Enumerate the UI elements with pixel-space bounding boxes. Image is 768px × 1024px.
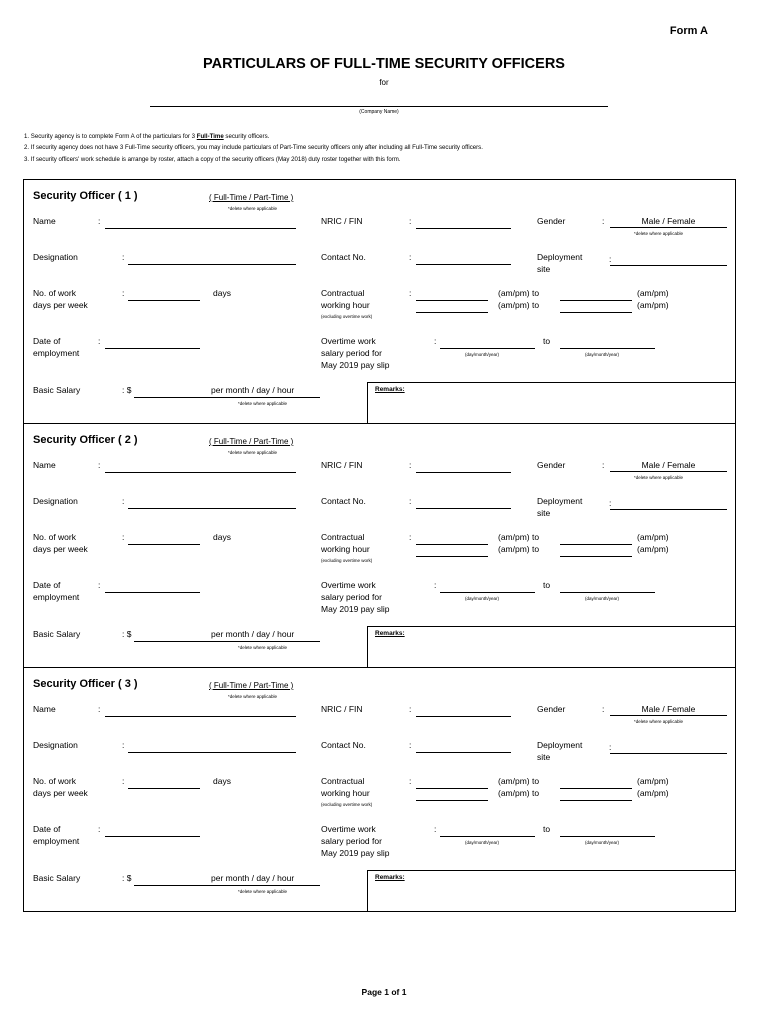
designation-label: Designation — [33, 740, 78, 750]
designation-field[interactable] — [128, 264, 296, 265]
overtime-from-field[interactable] — [440, 592, 535, 593]
excluding-overtime-note: (excluding overtime work) — [321, 314, 373, 319]
overtime-to-field[interactable] — [560, 348, 655, 349]
ampm-label: (am/pm) — [637, 544, 669, 554]
date-format-note: (day/month/year) — [465, 840, 500, 845]
basic-salary-field[interactable] — [134, 641, 320, 642]
work-start-field-1[interactable] — [416, 300, 488, 301]
colon: : — [434, 336, 437, 346]
ampm-label: (am/pm) — [637, 300, 669, 310]
remarks-box[interactable] — [367, 626, 736, 667]
colon: : — [602, 704, 605, 714]
overtime-period-label: Overtime work — [321, 336, 376, 346]
ampm-label: (am/pm) — [637, 776, 669, 786]
remarks-box[interactable] — [367, 382, 736, 423]
employment-date-label-2: employment — [33, 836, 80, 846]
ampm-to-label: (am/pm) to — [498, 288, 540, 298]
gender-label: Gender — [537, 216, 566, 226]
name-field[interactable] — [105, 716, 296, 717]
deployment-label-2: site — [537, 264, 551, 274]
delete-note: *delete where applicable — [238, 889, 288, 894]
ampm-label: (am/pm) — [637, 288, 669, 298]
company-name-caption: (Company Name) — [359, 109, 399, 115]
overtime-from-field[interactable] — [440, 348, 535, 349]
work-end-field-1[interactable] — [560, 788, 632, 789]
colon: : — [98, 704, 101, 714]
colon: : — [609, 742, 612, 752]
colon: : — [122, 740, 125, 750]
nric-label: NRIC / FIN — [321, 216, 363, 226]
deployment-field[interactable] — [610, 265, 727, 266]
for-text: for — [379, 78, 389, 87]
date-format-note: (day/month/year) — [465, 352, 500, 357]
deployment-label: Deployment — [537, 252, 583, 262]
basic-salary-field[interactable] — [134, 885, 320, 886]
basic-salary-label: Basic Salary — [33, 629, 81, 639]
company-name-field[interactable] — [150, 106, 608, 107]
basic-salary-field[interactable] — [134, 397, 320, 398]
colon: : — [409, 740, 412, 750]
deployment-label-2: site — [537, 752, 551, 762]
contact-field[interactable] — [416, 752, 511, 753]
remarks-box[interactable] — [367, 870, 736, 911]
deployment-label: Deployment — [537, 496, 583, 506]
deployment-field[interactable] — [610, 509, 727, 510]
work-start-field-2[interactable] — [416, 800, 488, 801]
overtime-to-field[interactable] — [560, 836, 655, 837]
nric-label: NRIC / FIN — [321, 704, 363, 714]
page-number: Page 1 of 1 — [361, 987, 407, 997]
contract-hour-label: Contractual — [321, 776, 365, 786]
contract-hour-label: Contractual — [321, 532, 365, 542]
ampm-to-label: (am/pm) to — [498, 532, 540, 542]
form-label: Form A — [669, 25, 708, 37]
contract-hour-label-2: working hour — [321, 300, 370, 310]
colon: : — [122, 532, 125, 542]
deployment-label: Deployment — [537, 740, 583, 750]
name-field[interactable] — [105, 472, 296, 473]
work-end-field-2[interactable] — [560, 312, 632, 313]
nric-field[interactable] — [416, 716, 511, 717]
officer-section-title: Security Officer ( 1 ) — [33, 190, 138, 202]
colon: : — [122, 288, 125, 298]
colon: : — [122, 776, 125, 786]
ampm-to-label: (am/pm) to — [498, 300, 540, 310]
ampm-label: (am/pm) — [637, 532, 669, 542]
work-days-field[interactable] — [128, 788, 200, 789]
instruction-3: 3. If security officers' work schedule is arrange by roster, attach a copy of the security officers (May 2018) duty roster together with this form. — [24, 156, 401, 163]
to-label: to — [543, 824, 551, 834]
date-format-note: (day/month/year) — [465, 596, 500, 601]
officer-section-1 — [23, 179, 736, 424]
ampm-to-label: (am/pm) to — [498, 788, 540, 798]
date-format-note: (day/month/year) — [585, 840, 620, 845]
overtime-period-label-2: salary period for — [321, 592, 382, 602]
instruction-2: 2. If security agency does not have 3 Full-Time security officers, you may include particulars of Part-Time security officers only after including all Full-Time security officers. — [24, 144, 483, 151]
name-field[interactable] — [105, 228, 296, 229]
officer-section-2 — [23, 423, 736, 668]
colon: : — [409, 496, 412, 506]
colon: : — [409, 776, 412, 786]
contact-label: Contact No. — [321, 740, 366, 750]
instruction-1: 1. Security agency is to complete Form A of the particulars for 3 Full-Time security officers. — [24, 133, 270, 140]
contract-hour-label: Contractual — [321, 288, 365, 298]
colon: : — [409, 216, 412, 226]
delete-note: *delete where applicable — [634, 475, 684, 480]
colon: : — [122, 252, 125, 262]
work-days-field[interactable] — [128, 544, 200, 545]
colon: : — [98, 336, 101, 346]
officer-section-title: Security Officer ( 3 ) — [33, 678, 138, 690]
nric-field[interactable] — [416, 228, 511, 229]
to-label: to — [543, 580, 551, 590]
basic-salary-label: Basic Salary — [33, 873, 81, 883]
gender-label: Gender — [537, 704, 566, 714]
gender-label: Gender — [537, 460, 566, 470]
employment-date-field[interactable] — [105, 836, 200, 837]
deployment-field[interactable] — [610, 753, 727, 754]
colon: : — [609, 254, 612, 264]
delete-note: *delete where applicable — [228, 206, 278, 211]
salary-unit-option[interactable]: per month / day / hour — [211, 385, 295, 395]
dollar-label: : $ — [122, 873, 132, 883]
delete-note: *delete where applicable — [238, 401, 288, 406]
employment-date-label: Date of — [33, 336, 61, 346]
gender-value[interactable]: Male / Female — [641, 460, 696, 470]
delete-note: *delete where applicable — [634, 719, 684, 724]
employment-type-option[interactable]: ( Full-Time / Part-Time ) — [209, 437, 294, 446]
page-title: PARTICULARS OF FULL-TIME SECURITY OFFICERS — [203, 56, 565, 72]
work-days-label: No. of work — [33, 288, 76, 298]
colon: : — [122, 496, 125, 506]
name-label: Name — [33, 460, 56, 470]
name-label: Name — [33, 704, 56, 714]
contact-field[interactable] — [416, 264, 511, 265]
employment-date-label: Date of — [33, 580, 61, 590]
colon: : — [409, 704, 412, 714]
overtime-period-label: Overtime work — [321, 824, 376, 834]
work-end-field-1[interactable] — [560, 300, 632, 301]
nric-field[interactable] — [416, 472, 511, 473]
work-days-label-2: days per week — [33, 544, 88, 554]
deployment-label-2: site — [537, 508, 551, 518]
work-start-field-1[interactable] — [416, 544, 488, 545]
work-end-field-1[interactable] — [560, 544, 632, 545]
remarks-label: Remarks: — [375, 874, 405, 881]
remarks-label: Remarks: — [375, 386, 405, 393]
work-start-field-2[interactable] — [416, 312, 488, 313]
designation-field[interactable] — [128, 752, 296, 753]
date-format-note: (day/month/year) — [585, 596, 620, 601]
gender-field[interactable] — [610, 227, 727, 228]
work-days-label: No. of work — [33, 776, 76, 786]
overtime-period-label-3: May 2019 pay slip — [321, 848, 390, 858]
officer-section-title: Security Officer ( 2 ) — [33, 434, 138, 446]
nric-label: NRIC / FIN — [321, 460, 363, 470]
delete-note: *delete where applicable — [634, 231, 684, 236]
days-label: days — [213, 776, 231, 786]
ampm-to-label: (am/pm) to — [498, 776, 540, 786]
work-days-label-2: days per week — [33, 300, 88, 310]
overtime-period-label: Overtime work — [321, 580, 376, 590]
salary-unit-option[interactable]: per month / day / hour — [211, 629, 295, 639]
name-label: Name — [33, 216, 56, 226]
days-label: days — [213, 532, 231, 542]
ampm-to-label: (am/pm) to — [498, 544, 540, 554]
work-end-field-2[interactable] — [560, 556, 632, 557]
ampm-label: (am/pm) — [637, 788, 669, 798]
colon: : — [602, 216, 605, 226]
overtime-to-field[interactable] — [560, 592, 655, 593]
employment-date-label-2: employment — [33, 348, 80, 358]
overtime-from-field[interactable] — [440, 836, 535, 837]
colon: : — [98, 460, 101, 470]
excluding-overtime-note: (excluding overtime work) — [321, 802, 373, 807]
colon: : — [98, 216, 101, 226]
colon: : — [98, 580, 101, 590]
contact-label: Contact No. — [321, 496, 366, 506]
excluding-overtime-note: (excluding overtime work) — [321, 558, 373, 563]
work-days-field[interactable] — [128, 300, 200, 301]
remarks-label: Remarks: — [375, 630, 405, 637]
work-start-field-2[interactable] — [416, 556, 488, 557]
employment-date-field[interactable] — [105, 592, 200, 593]
employment-date-label: Date of — [33, 824, 61, 834]
colon: : — [409, 288, 412, 298]
designation-label: Designation — [33, 496, 78, 506]
contract-hour-label-2: working hour — [321, 544, 370, 554]
work-days-label: No. of work — [33, 532, 76, 542]
colon: : — [409, 252, 412, 262]
overtime-period-label-2: salary period for — [321, 348, 382, 358]
colon: : — [409, 532, 412, 542]
delete-note: *delete where applicable — [238, 645, 288, 650]
gender-field[interactable] — [610, 471, 727, 472]
overtime-period-label-3: May 2019 pay slip — [321, 360, 390, 370]
overtime-period-label-3: May 2019 pay slip — [321, 604, 390, 614]
designation-label: Designation — [33, 252, 78, 262]
contact-field[interactable] — [416, 508, 511, 509]
colon: : — [434, 580, 437, 590]
contract-hour-label-2: working hour — [321, 788, 370, 798]
delete-note: *delete where applicable — [228, 694, 278, 699]
basic-salary-label: Basic Salary — [33, 385, 81, 395]
to-label: to — [543, 336, 551, 346]
designation-field[interactable] — [128, 508, 296, 509]
gender-value[interactable]: Male / Female — [641, 704, 696, 714]
colon: : — [409, 460, 412, 470]
employment-date-field[interactable] — [105, 348, 200, 349]
instruction-highlight: Full-Time — [196, 133, 224, 140]
employment-type-option[interactable]: ( Full-Time / Part-Time ) — [209, 681, 294, 690]
overtime-period-label-2: salary period for — [321, 836, 382, 846]
employment-type-option[interactable]: ( Full-Time / Part-Time ) — [209, 193, 294, 202]
colon: : — [98, 824, 101, 834]
colon: : — [434, 824, 437, 834]
gender-field[interactable] — [610, 715, 727, 716]
colon: : — [602, 460, 605, 470]
officer-section-3 — [23, 667, 736, 912]
work-end-field-2[interactable] — [560, 800, 632, 801]
delete-note: *delete where applicable — [228, 450, 278, 455]
work-start-field-1[interactable] — [416, 788, 488, 789]
colon: : — [609, 498, 612, 508]
dollar-label: : $ — [122, 385, 132, 395]
days-label: days — [213, 288, 231, 298]
salary-unit-option[interactable]: per month / day / hour — [211, 873, 295, 883]
employment-date-label-2: employment — [33, 592, 80, 602]
gender-value[interactable]: Male / Female — [641, 216, 696, 226]
dollar-label: : $ — [122, 629, 132, 639]
contact-label: Contact No. — [321, 252, 366, 262]
date-format-note: (day/month/year) — [585, 352, 620, 357]
work-days-label-2: days per week — [33, 788, 88, 798]
